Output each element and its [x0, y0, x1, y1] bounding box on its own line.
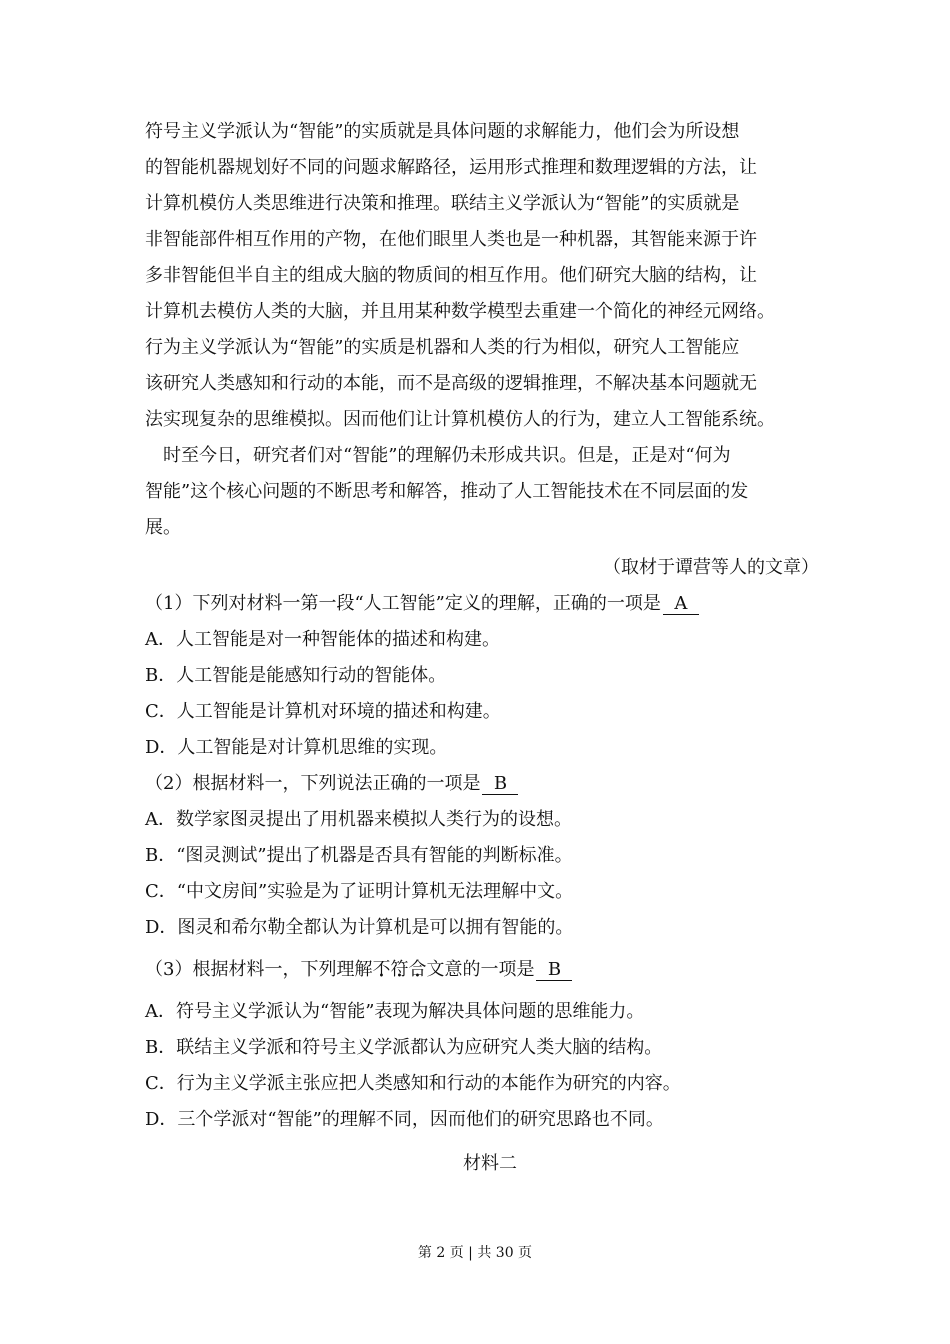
question-3 [145, 952, 835, 1138]
passage-line: 多非智能但半自主的组成大脑的物质间的相互作用。他们研究大脑的结构，让 [145, 265, 757, 286]
question-stem [145, 952, 835, 988]
option-a: A．人工智能是对一种智能体的描述和构建。 [145, 629, 500, 650]
passage-paragraph-2 [145, 438, 835, 546]
source-citation: （取材于谭营等人的文章） [603, 557, 819, 578]
option-d: D．图灵和希尔勒全都认为计算机是可以拥有智能的。 [145, 917, 574, 938]
passage-paragraph-1 [145, 114, 835, 438]
option-a: A．符号主义学派认为“智能”表现为解决具体问题的思维能力。 [145, 1001, 645, 1022]
section-title: 材料二 [463, 1153, 517, 1174]
answer-blank: A [663, 594, 699, 615]
passage-line: 的智能机器规划好不同的问题求解路径，运用形式推理和数理逻辑的方法，让 [145, 157, 757, 178]
passage-line: 展。 [145, 517, 181, 538]
answer-blank: B [536, 960, 572, 981]
question-stem-text: （3）根据材料一，下列理解 [145, 959, 373, 980]
option-d: D．人工智能是对计算机思维的实现。 [145, 737, 448, 758]
option-c: C．人工智能是计算机对环境的描述和构建。 [145, 701, 501, 722]
question-stem-text: （2）根据材料一，下列说法正确的一项是 [145, 773, 481, 794]
passage-line: 该研究人类感知和行动的本能，而不是高级的逻辑推理，不解决基本问题就无 [145, 373, 757, 394]
page-content [145, 114, 835, 1182]
passage-line: 智能”这个核心问题的不断思考和解答，推动了人工智能技术在不同层面的发 [145, 481, 749, 502]
passage-line: 行为主义学派认为“智能”的实质是机器和人类的行为相似，研究人工智能应 [145, 337, 740, 358]
page-footer: 第 2 页 | 共 30 页 [417, 1245, 533, 1261]
option-a: A．数学家图灵提出了用机器来模拟人类行为的设想。 [145, 809, 572, 830]
passage-line: 法实现复杂的思维模拟。因而他们让计算机模仿人的行为，建立人工智能系统。 [145, 409, 775, 430]
emphasized-text [372, 959, 426, 980]
option-c: C．“中文房间”实验是为了证明计算机无法理解中文。 [145, 881, 574, 902]
option-d: D．三个学派对“智能”的理解不同，因而他们的研究思路也不同。 [145, 1109, 664, 1130]
emphasis-char: 符 • [390, 952, 408, 988]
question-stem [145, 766, 835, 802]
emphasis-char: 合 • [408, 952, 426, 988]
passage-line: 非智能部件相互作用的产物，在他们眼里人类也是一种机器，其智能来源于许 [145, 229, 757, 250]
passage-line: 计算机去模仿人类的大脑，并且用某种数学模型去重建一个简化的神经元网络。 [145, 301, 775, 322]
question-stem-text: 文意的一项是 [426, 959, 535, 980]
option-b: B．联结主义学派和符号主义学派都认为应研究人类大脑的结构。 [145, 1037, 663, 1058]
passage-line: 计算机模仿人类思维进行决策和推理。联结主义学派认为“智能”的实质就是 [145, 193, 740, 214]
answer-blank: B [482, 774, 518, 795]
question-2 [145, 766, 835, 946]
question-stem-text: （1）下列对材料一第一段“人工智能”定义的理解，正确的一项是 [145, 593, 661, 614]
option-c: C．行为主义学派主张应把人类感知和行动的本能作为研究的内容。 [145, 1073, 681, 1094]
option-b: B．人工智能是能感知行动的智能体。 [145, 665, 447, 686]
option-b: B．“图灵测试”提出了机器是否具有智能的判断标准。 [145, 845, 573, 866]
passage-line: 符号主义学派认为“智能”的实质就是具体问题的求解能力，他们会为所设想 [145, 121, 740, 142]
question-stem [145, 586, 835, 622]
passage-line: 时至今日，研究者们对“智能”的理解仍未形成共识。但是，正是对“何为 [163, 445, 731, 466]
question-1 [145, 586, 835, 766]
emphasis-char: 不 • [372, 952, 390, 988]
